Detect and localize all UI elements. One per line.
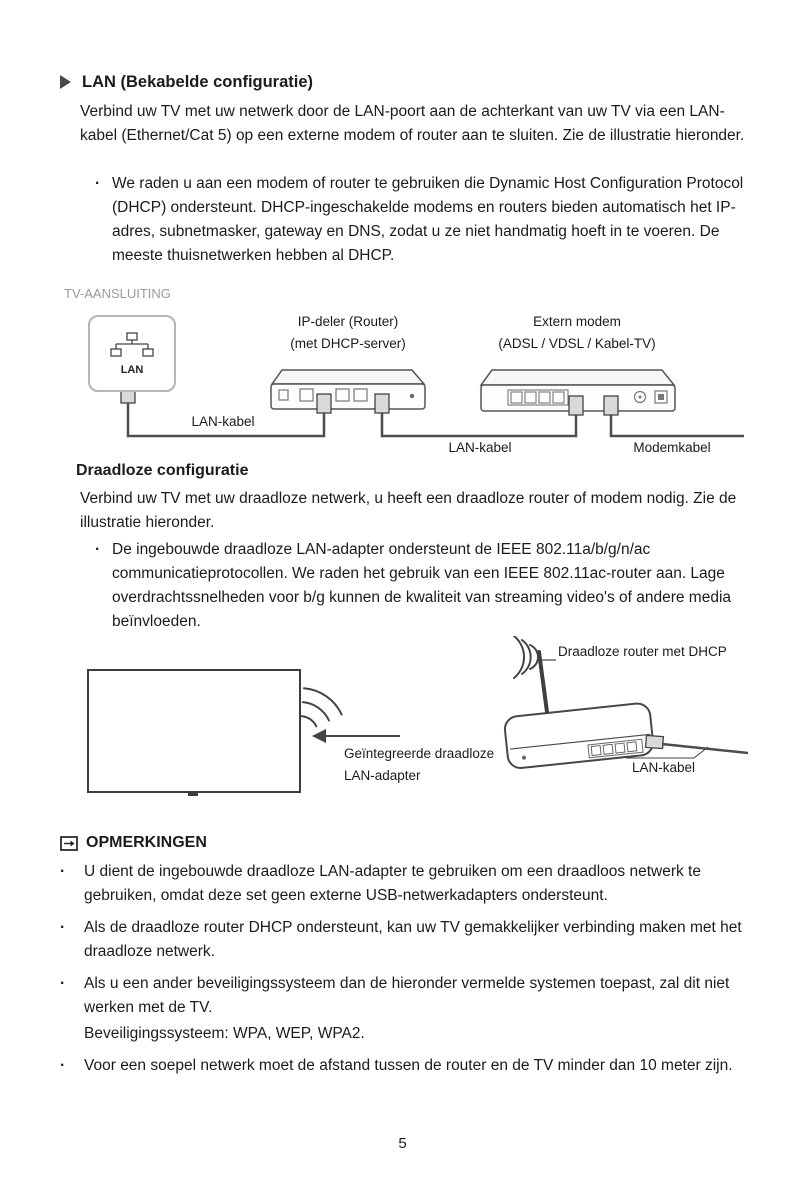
router-label-line2: (met DHCP-server)	[290, 336, 406, 351]
note-text-2: · Als de draadloze router DHCP ondersteunt, kan uw TV gemakkelijker verbinding maken met het draadloze netwerk.	[84, 919, 742, 960]
note-item	[60, 972, 752, 1020]
rj45-plug-wireless-router	[646, 735, 664, 748]
modem-device	[481, 370, 675, 415]
rj45-plug-modem-left	[569, 396, 583, 415]
adapter-label-line1: Geïntegreerde draadloze	[344, 746, 495, 761]
wireless-router-lan-cable	[662, 744, 748, 753]
wireless-bullet-item	[95, 538, 748, 634]
note-item	[60, 860, 752, 908]
notes-heading	[60, 831, 207, 855]
modem-label-line1: Extern modem	[533, 314, 621, 329]
tv-stand	[188, 792, 198, 796]
router-device	[271, 370, 425, 413]
adapter-label-line2: LAN-adapter	[344, 768, 421, 783]
rj45-plug-router-left	[317, 394, 331, 413]
lan-bullet-text: · We raden u aan een modem of router te gebruiken die Dynamic Host Configuration Protocol (DHCP) ondersteunt. DHCP-ingeschakelde modems en routers bieden automatisch het IP-adres, subnetmasker, gateway en DNS, zodat u ze niet handmatig hoeft in te voeren. De meeste thuisnetwerken hebben al DHCP.	[112, 175, 744, 264]
wired-connection-diagram	[60, 286, 750, 462]
rj45-plug-router-right	[375, 394, 389, 413]
tv-screen	[88, 670, 300, 792]
lan-section-heading	[60, 70, 313, 94]
wireless-router-label: Draadloze router met DHCP	[558, 644, 727, 659]
wireless-bullet-text: · De ingebouwde draadloze LAN-adapter ondersteunt de IEEE 802.11a/b/g/n/ac communicatieprotocollen. We raden het gebruik van een IEEE 802.11ac-router aan. Lage overdrachtssnelheden voor b/g kunnen de kwaliteit van streaming video's of andere media beïnvloeden.	[112, 541, 732, 630]
note-text-1: · U dient de ingebouwde draadloze LAN-adapter te gebruiken om een draadloos netwerk te gebruiken, omdat deze set geen externe USB-netwerkadapters ondersteunt.	[84, 863, 701, 904]
adapter-arrow-icon	[312, 729, 400, 743]
router-label-line1: IP-deler (Router)	[297, 314, 399, 329]
security-systems-line: Beveiligingssysteem: WPA, WEP, WPA2.	[84, 1025, 365, 1042]
wireless-section-heading: Draadloze configuratie	[76, 462, 249, 479]
notes-icon	[60, 836, 78, 851]
note-text-4: · Voor een soepel netwerk moet de afstand tussen de router en de TV minder dan 10 meter zijn.	[84, 1057, 733, 1074]
notes-list	[60, 860, 752, 1086]
wireless-diagram-graphics	[60, 636, 752, 814]
lan-port-icon	[110, 332, 154, 362]
modem-cable	[611, 414, 744, 436]
note-text-3: · Als u een ander beveiligingssysteem dan de hieronder vermelde systemen toepast, zal dit niet werken met de TV.	[84, 975, 730, 1016]
notes-heading-text: OPMERKINGEN	[86, 834, 207, 851]
cable3-label: Modemkabel	[633, 440, 711, 455]
lan-port-label: LAN	[120, 363, 144, 376]
note-item	[60, 1054, 752, 1078]
cable1-label: LAN-kabel	[191, 414, 255, 429]
lan-intro-paragraph: Verbind uw TV met uw netwerk door de LAN-poort aan de achterkant van uw TV via een LAN-kabel (Ethernet/Cat 5) op een externe modem of router aan te sluiten. Zie de illustratie hieronder.	[80, 103, 745, 144]
rj45-plug-modem-right	[604, 396, 618, 415]
wireless-connection-diagram	[60, 636, 752, 814]
lan-heading-text: LAN (Bekabelde configuratie)	[82, 73, 314, 91]
lan-cable-2	[382, 412, 576, 436]
modem-label-line2: (ADSL / VDSL / Kabel-TV)	[498, 336, 656, 351]
tv-connection-label: TV-AANSLUITING	[64, 286, 171, 301]
tv-lan-port-box	[88, 315, 176, 392]
wireless-intro-paragraph: Verbind uw TV met uw draadloze netwerk, u heeft een draadloze router of modem nodig. Zie de illustratie hieronder.	[80, 490, 737, 531]
page-number: 5	[398, 1135, 407, 1152]
note-item	[60, 916, 752, 964]
wireless-cable-label: LAN-kabel	[632, 760, 696, 775]
lan-bullet-item	[95, 172, 748, 268]
cable2-label: LAN-kabel	[448, 440, 512, 455]
router-antenna	[539, 652, 547, 712]
router-wifi-waves-icon	[514, 636, 538, 678]
section-arrow-icon	[60, 75, 71, 89]
tv-wifi-waves-icon	[302, 688, 342, 726]
